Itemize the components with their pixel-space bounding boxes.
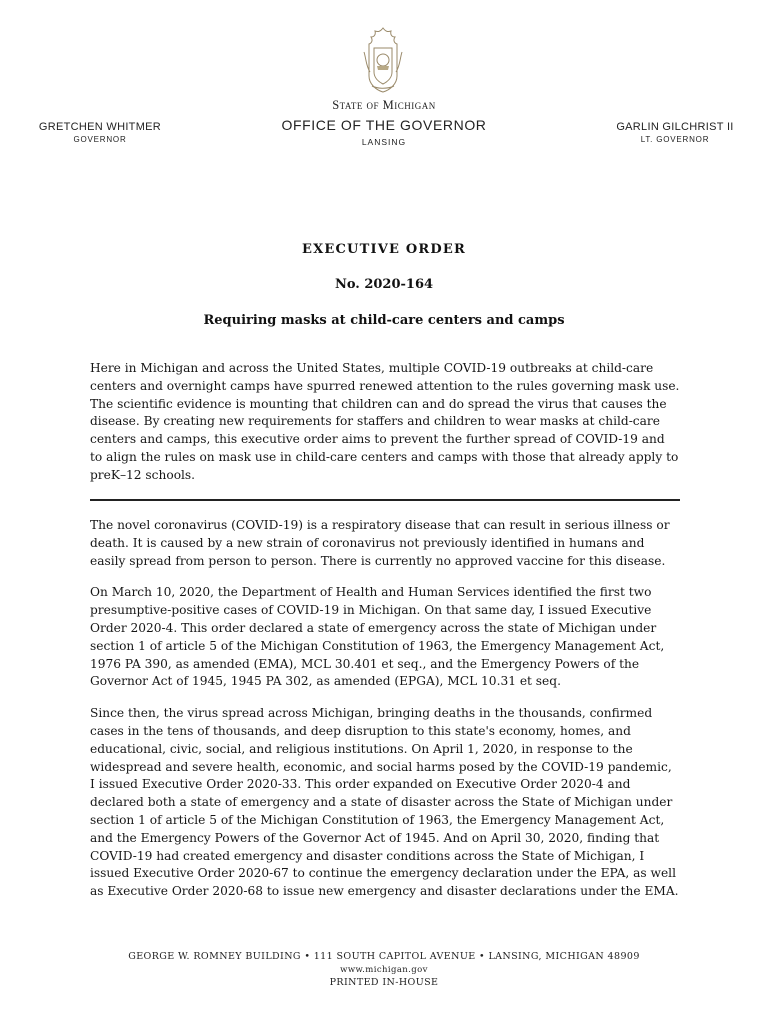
intro-paragraph: Here in Michigan and across the United States, multiple COVID-19 outbreaks at child-care centers and overnight camps have spurred renewed attention to the rules governing mask use. The scientific evidence is mounting that children can and do spread the virus that causes the disease. By creating new requirements for staffers and children to wear masks at child-care centers and camps, this executive order aims to prevent the further spread of COVID-19 and to align the rules on mask use in child-care centers and camps with those that already apply to preK–12 schools. bbox=[90, 361, 680, 482]
lt-governor-name: GARLIN GILCHRIST II bbox=[616, 121, 734, 133]
order-subject: Requiring masks at child-care centers and camps bbox=[203, 313, 565, 328]
governor-title: GOVERNOR bbox=[73, 135, 127, 144]
footer-address: GEORGE W. ROMNEY BUILDING • 111 SOUTH CAPITOL AVENUE • LANSING, MICHIGAN 48909 bbox=[128, 951, 640, 962]
order-heading: EXECUTIVE ORDER bbox=[302, 242, 466, 257]
footer-website: www.michigan.gov bbox=[340, 965, 428, 975]
section-divider bbox=[90, 499, 680, 501]
body-paragraph: The novel coronavirus (COVID-19) is a respiratory disease that can result in serious illness or death. It is caused by a new strain of coronavirus not previously identified in humans and easily spread from person to person. There is currently no approved vaccine for this disease. bbox=[90, 518, 670, 568]
body-paragraph: Since then, the virus spread across Michigan, bringing deaths in the thousands, confirmed cases in the tens of thousands, and deep disruption to this state's economy, homes, and educational, civic, social, and religious institutions. On April 1, 2020, in response to the widespread and severe health, economic, and social harms posed by the COVID-19 pandemic, I issued Executive Order 2020-33. This order expanded on Executive Order 2020-4 and declared both a state of emergency and a state of disaster across the State of Michigan under section 1 of article 5 of the Michigan Constitution of 1963, the Emergency Management Act, and the Emergency Powers of the Governor Act of 1945. And on April 30, 2020, finding that COVID-19 had created emergency and disaster conditions across the State of Michigan, I issued Executive Order 2020-67 to continue the emergency declaration under the EPA, as well as Executive Order 2020-68 to issue new emergency and disaster declarations under the EMA. bbox=[90, 706, 679, 899]
governor-name: GRETCHEN WHITMER bbox=[38, 121, 162, 133]
footer-printed: PRINTED IN-HOUSE bbox=[329, 977, 439, 988]
state-name: State of Michigan bbox=[332, 98, 436, 112]
body-paragraph: On March 10, 2020, the Department of Health and Human Services identified the first two presumptive-positive cases of COVID-19 in Michigan. On that same day, I issued Executive Order 2020-4. This order declared a state of emergency across the state of Michigan under section 1 of article 5 of the Michigan Constitution of 1963, the Emergency Management Act, 1976 PA 390, as amended (EMA), MCL 30.401 et seq., and the Emergency Powers of the Governor Act of 1945, 1945 PA 302, as amended (EPGA), MCL 10.31 et seq. bbox=[90, 585, 665, 689]
lt-governor-title: LT. GOVERNOR bbox=[640, 135, 710, 144]
office-title: OFFICE OF THE GOVERNOR bbox=[281, 117, 487, 133]
order-number: No. 2020-164 bbox=[334, 277, 434, 292]
intro-section bbox=[90, 360, 680, 499]
office-city: LANSING bbox=[361, 137, 407, 147]
body-section bbox=[90, 517, 680, 915]
michigan-state-seal-icon bbox=[358, 26, 408, 94]
